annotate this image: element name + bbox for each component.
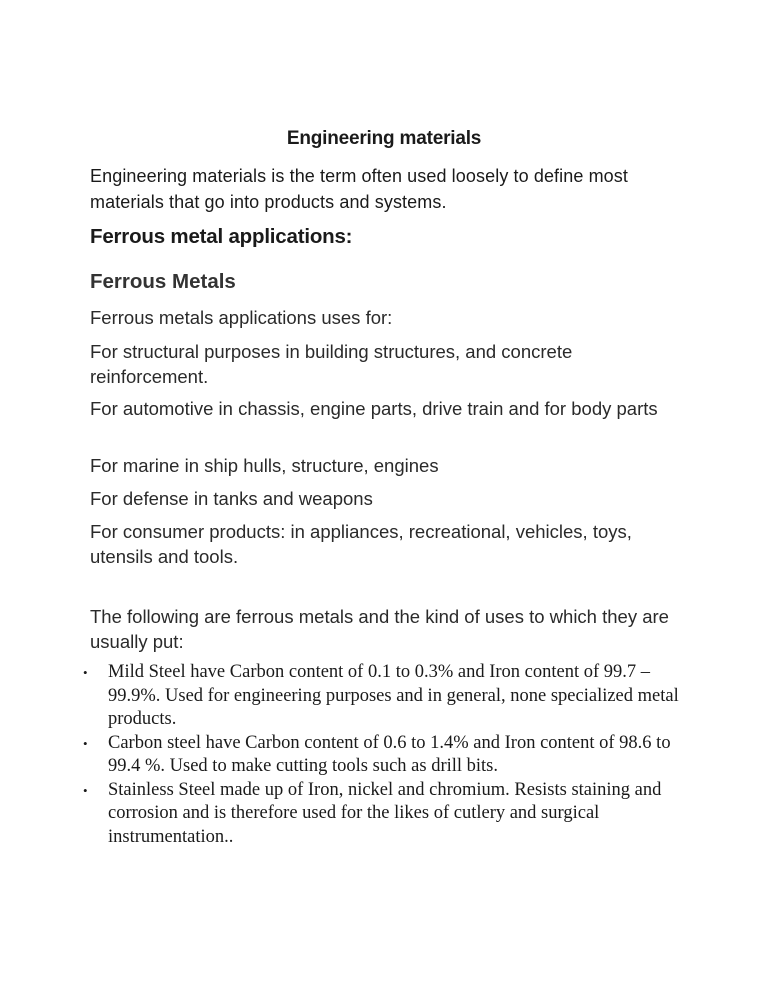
bullet-icon: • [83, 735, 88, 751]
use-item: For consumer products: in appliances, recreational, vehicles, toys, utensils and tools. [90, 521, 632, 567]
ferrous-metals-list [82, 661, 702, 849]
uses-intro: Ferrous metals applications uses for: [90, 307, 393, 328]
list-item-text: Stainless Steel made up of Iron, nickel and chromium. Resists staining and corrosion and is therefore used for the likes of cutlery and surgical instrumentation.. [108, 779, 662, 847]
use-item: For marine in ship hulls, structure, engines [90, 455, 439, 476]
metals-list-intro: The following are ferrous metals and the kind of uses to which they are usually put: [90, 606, 669, 652]
intro-paragraph: Engineering materials is the term often used loosely to define most materials that go into products and systems. [90, 166, 628, 212]
use-item: For defense in tanks and weapons [90, 488, 373, 509]
heading-ferrous-metal-applications: Ferrous metal applications: [90, 225, 353, 248]
list-item-text: Carbon steel have Carbon content of 0.6 to 1.4% and Iron content of 98.6 to 99.4 %. Used to make cutting tools such as drill bits. [108, 732, 671, 776]
list-item [82, 661, 702, 732]
document-title: Engineering materials [286, 128, 482, 149]
list-item-text: Mild Steel have Carbon content of 0.1 to 0.3% and Iron content of 99.7 – 99.9%. Used for engineering purposes and in general, none specialized metal products. [108, 662, 679, 729]
bullet-icon: • [83, 665, 88, 680]
list-item [82, 732, 702, 779]
use-item: For structural purposes in building structures, and concrete reinforcement. [90, 341, 573, 387]
list-item [82, 779, 702, 850]
bullet-icon: • [83, 782, 88, 798]
heading-ferrous-metals: Ferrous Metals [90, 270, 236, 293]
use-item: For automotive in chassis, engine parts, drive train and for body parts [90, 398, 658, 419]
